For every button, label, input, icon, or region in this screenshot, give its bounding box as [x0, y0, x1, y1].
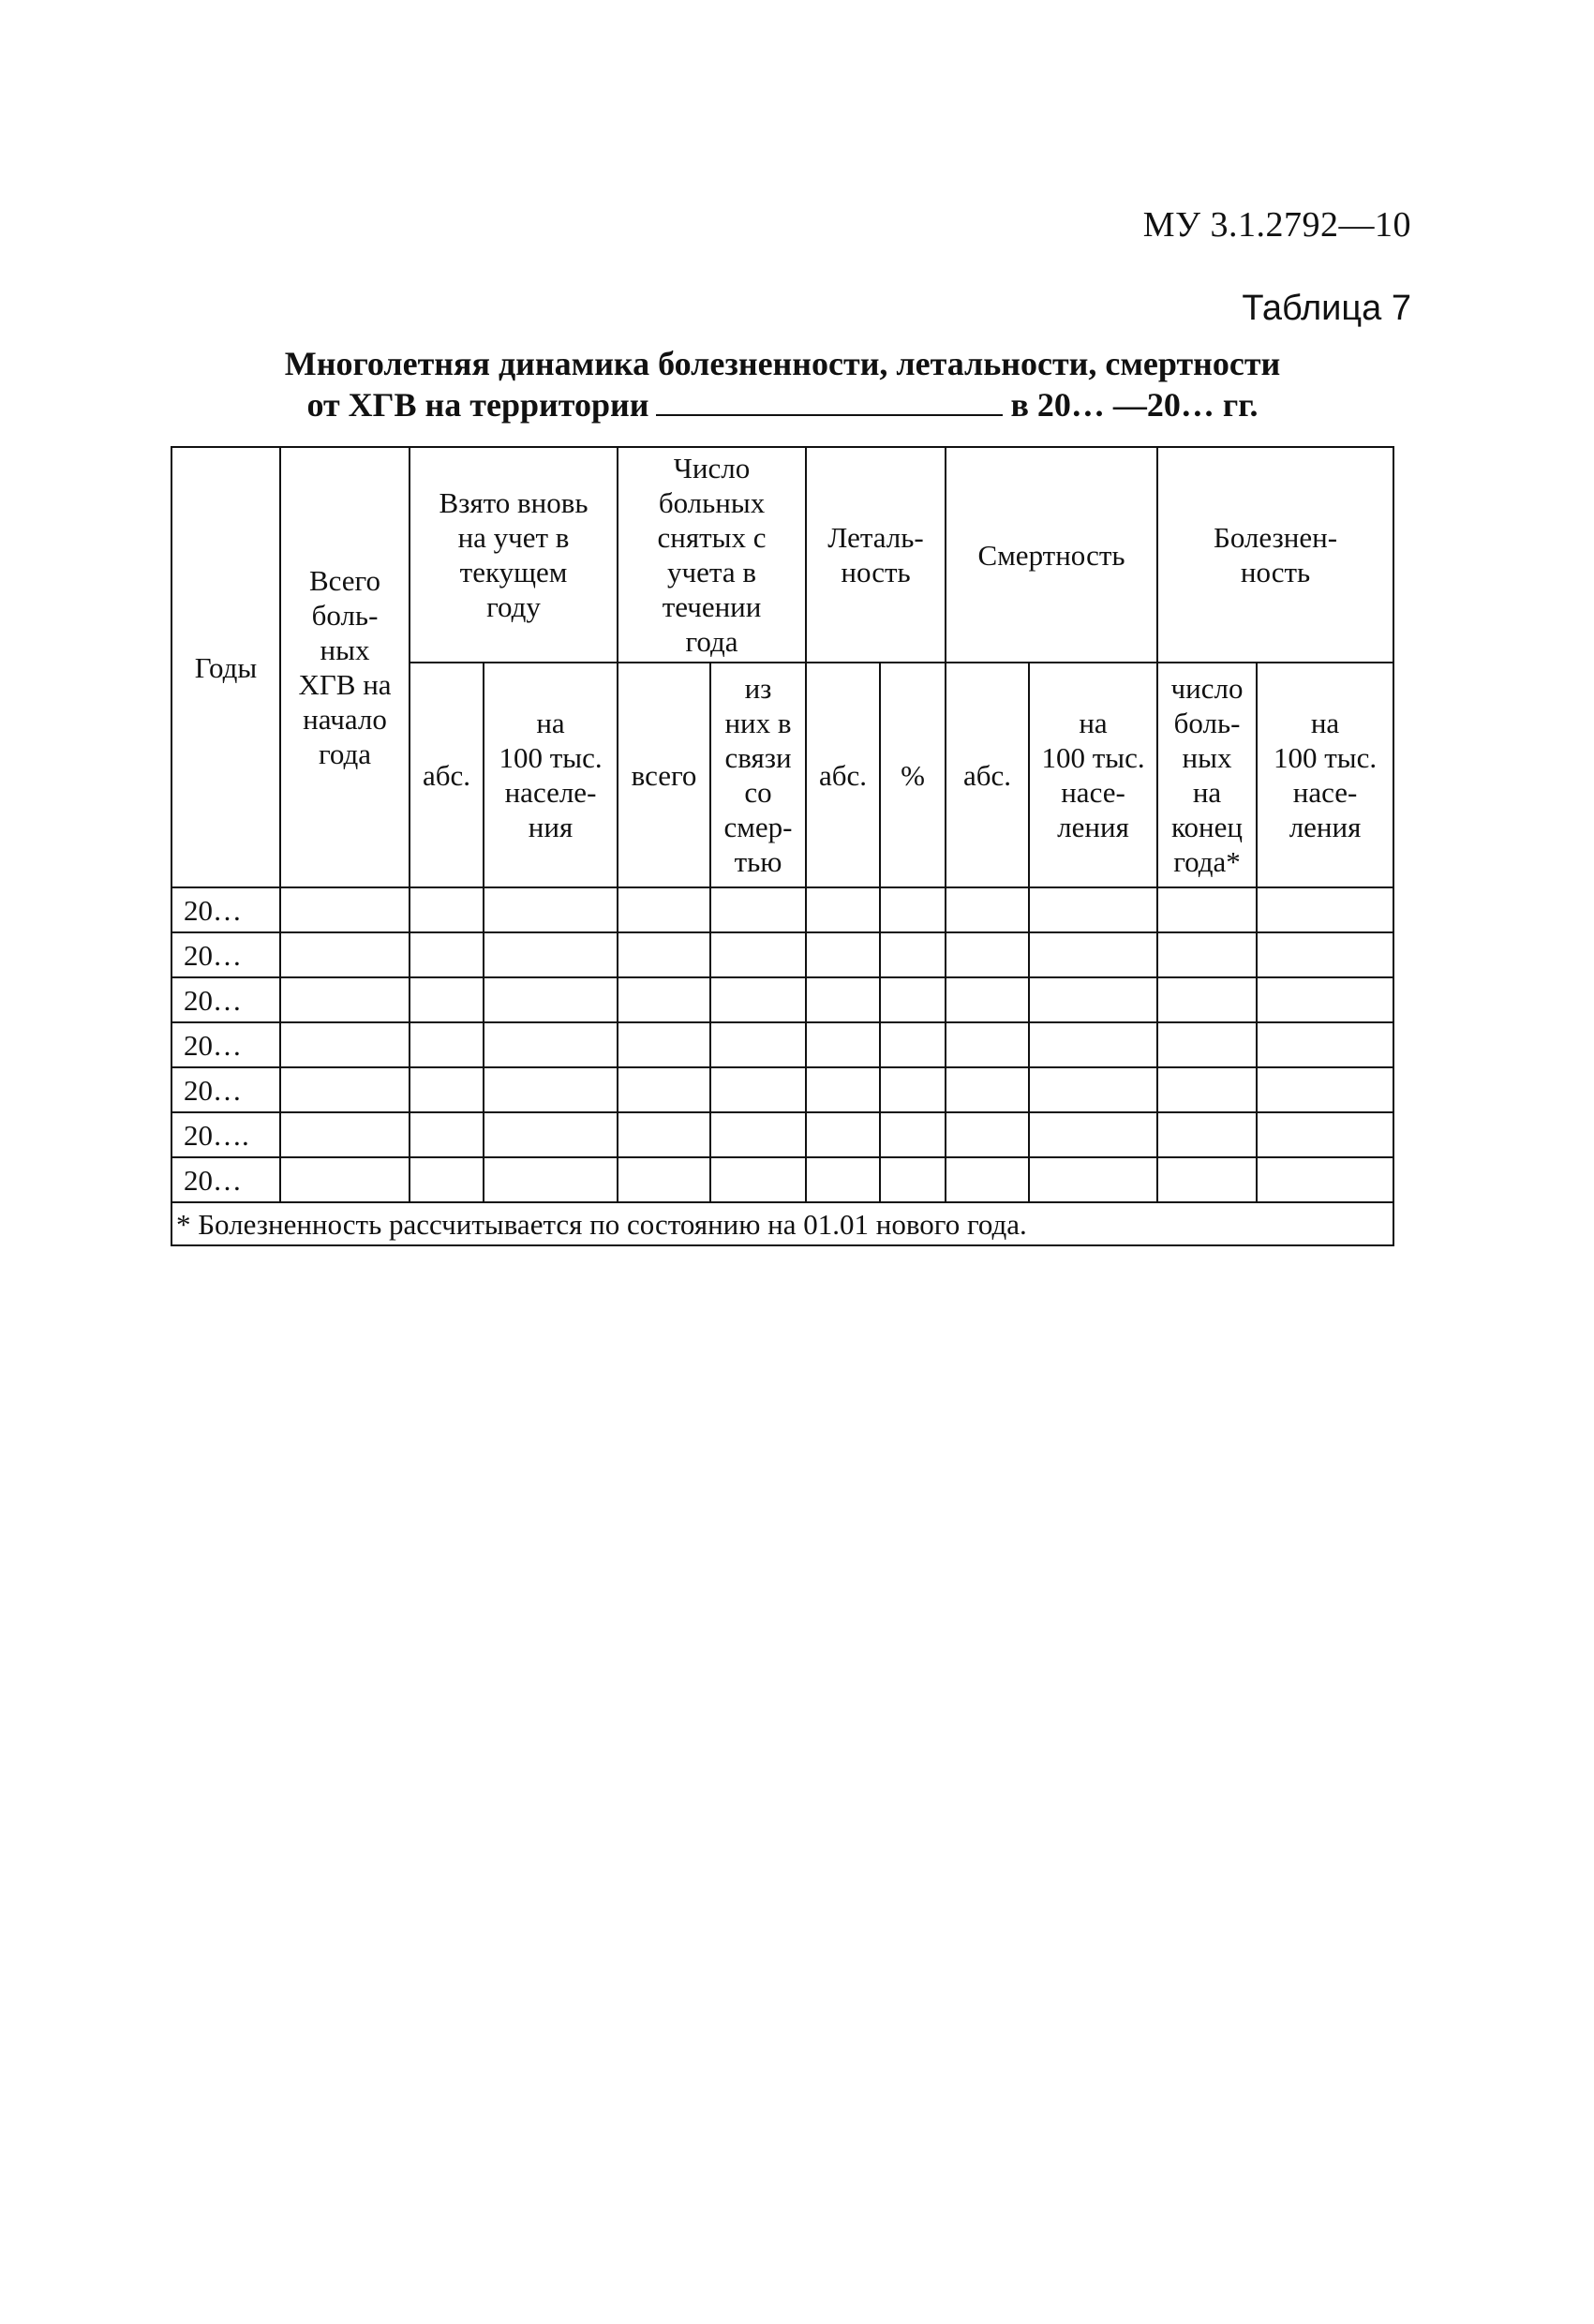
table-row	[171, 887, 1393, 932]
data-cell	[484, 932, 618, 977]
data-cell	[410, 932, 484, 977]
table-row	[171, 977, 1393, 1022]
table-title	[173, 343, 1392, 425]
data-cell	[946, 1067, 1029, 1112]
table-number: Таблица 7	[1242, 289, 1411, 328]
header-lethality: Леталь- ность	[806, 447, 946, 663]
year-cell: 20…	[171, 1067, 280, 1112]
header-removed: Число больных снятых с учета в течении года	[618, 447, 806, 663]
data-cell	[618, 932, 710, 977]
header-row-1	[171, 447, 1393, 663]
data-cell	[710, 887, 806, 932]
data-cell	[1257, 1157, 1393, 1202]
data-cell	[1029, 1157, 1157, 1202]
header-years: Годы	[171, 447, 280, 887]
data-cell	[618, 1157, 710, 1202]
data-cell	[1257, 1067, 1393, 1112]
data-cell	[710, 1067, 806, 1112]
data-cell	[806, 887, 880, 932]
data-cell	[806, 1112, 880, 1157]
data-cell	[1029, 977, 1157, 1022]
table-row	[171, 1157, 1393, 1202]
data-cell	[410, 887, 484, 932]
header-total-start: Всего боль- ных ХГВ на начало года	[280, 447, 410, 887]
data-cell	[1157, 1067, 1257, 1112]
data-cell	[1157, 1022, 1257, 1067]
data-cell	[710, 1157, 806, 1202]
data-cell	[880, 1067, 946, 1112]
footnote: * Болезненность рассчитывается по состоянию на 01.01 нового года.	[171, 1202, 1393, 1245]
data-cell	[946, 1157, 1029, 1202]
data-cell	[280, 1112, 410, 1157]
territory-blank-line	[656, 386, 1003, 416]
data-cell	[484, 1157, 618, 1202]
data-cell	[710, 1022, 806, 1067]
header-morbidity-count: число боль- ных на конец года*	[1157, 663, 1257, 887]
title-line-2	[173, 384, 1392, 425]
data-cell	[618, 1112, 710, 1157]
data-cell	[410, 977, 484, 1022]
data-cell	[806, 1022, 880, 1067]
data-cell	[946, 977, 1029, 1022]
header-mortality: Смертность	[946, 447, 1157, 663]
data-cell	[1157, 887, 1257, 932]
data-cell	[410, 1022, 484, 1067]
data-cell	[618, 977, 710, 1022]
data-cell	[1029, 887, 1157, 932]
data-cell	[1157, 932, 1257, 977]
table-row	[171, 1022, 1393, 1067]
title-line-2-suffix: в 20… —20… гг.	[1010, 386, 1259, 424]
year-cell: 20…	[171, 887, 280, 932]
header-removed-total: всего	[618, 663, 710, 887]
data-cell	[484, 977, 618, 1022]
data-cell	[280, 977, 410, 1022]
header-lethality-abs: абс.	[806, 663, 880, 887]
data-cell	[1257, 1112, 1393, 1157]
data-cell	[618, 1067, 710, 1112]
document-code: МУ 3.1.2792—10	[1142, 205, 1411, 245]
data-cell	[880, 977, 946, 1022]
data-cell	[484, 887, 618, 932]
header-lethality-pct: %	[880, 663, 946, 887]
data-cell	[280, 887, 410, 932]
data-cell	[1157, 977, 1257, 1022]
table-row	[171, 932, 1393, 977]
data-cell	[410, 1157, 484, 1202]
dynamics-table	[171, 446, 1394, 1246]
year-cell: 20….	[171, 1112, 280, 1157]
table-row	[171, 1067, 1393, 1112]
year-cell: 20…	[171, 1157, 280, 1202]
data-cell	[1157, 1157, 1257, 1202]
data-cell	[946, 1022, 1029, 1067]
header-registered-per100k: на 100 тыс. населе- ния	[484, 663, 618, 887]
data-cell	[618, 1022, 710, 1067]
table-body	[171, 447, 1393, 1245]
data-cell	[280, 1157, 410, 1202]
data-cell	[1257, 932, 1393, 977]
table-row	[171, 1112, 1393, 1157]
data-cell	[484, 1067, 618, 1112]
footnote-row	[171, 1202, 1393, 1245]
data-cell	[618, 887, 710, 932]
data-cell	[1029, 1022, 1157, 1067]
data-cell	[880, 1112, 946, 1157]
header-removed-death: из них в связи со смер- тью	[710, 663, 806, 887]
header-mortality-abs: абс.	[946, 663, 1029, 887]
title-line-1: Многолетняя динамика болезненности, летальности, смертности	[284, 345, 1281, 382]
data-cell	[880, 1157, 946, 1202]
header-morbidity-per100k: на 100 тыс. насе- ления	[1257, 663, 1393, 887]
data-cell	[1257, 1022, 1393, 1067]
data-cell	[880, 887, 946, 932]
data-cell	[806, 932, 880, 977]
header-registered: Взято вновь на учет в текущем году	[410, 447, 618, 663]
data-cell	[946, 1112, 1029, 1157]
data-cell	[1029, 1112, 1157, 1157]
data-cell	[946, 932, 1029, 977]
data-cell	[710, 932, 806, 977]
data-cell	[880, 932, 946, 977]
data-cell	[1029, 1067, 1157, 1112]
data-cell	[280, 1022, 410, 1067]
data-cell	[280, 932, 410, 977]
data-cell	[1157, 1112, 1257, 1157]
header-morbidity: Болезнен- ность	[1157, 447, 1393, 663]
data-cell	[1029, 932, 1157, 977]
data-cell	[1257, 887, 1393, 932]
data-cell	[280, 1067, 410, 1112]
header-mortality-per100k: на 100 тыс. насе- ления	[1029, 663, 1157, 887]
data-cell	[806, 977, 880, 1022]
data-cell	[1257, 977, 1393, 1022]
year-cell: 20…	[171, 977, 280, 1022]
data-cell	[710, 977, 806, 1022]
data-cell	[946, 887, 1029, 932]
title-line-2-prefix: от ХГВ на территории	[306, 386, 649, 424]
data-cell	[410, 1067, 484, 1112]
data-cell	[806, 1157, 880, 1202]
data-cell	[710, 1112, 806, 1157]
year-cell: 20…	[171, 1022, 280, 1067]
data-cell	[410, 1112, 484, 1157]
data-cell	[806, 1067, 880, 1112]
data-cell	[484, 1112, 618, 1157]
year-cell: 20…	[171, 932, 280, 977]
data-cell	[880, 1022, 946, 1067]
header-registered-abs: абс.	[410, 663, 484, 887]
data-cell	[484, 1022, 618, 1067]
